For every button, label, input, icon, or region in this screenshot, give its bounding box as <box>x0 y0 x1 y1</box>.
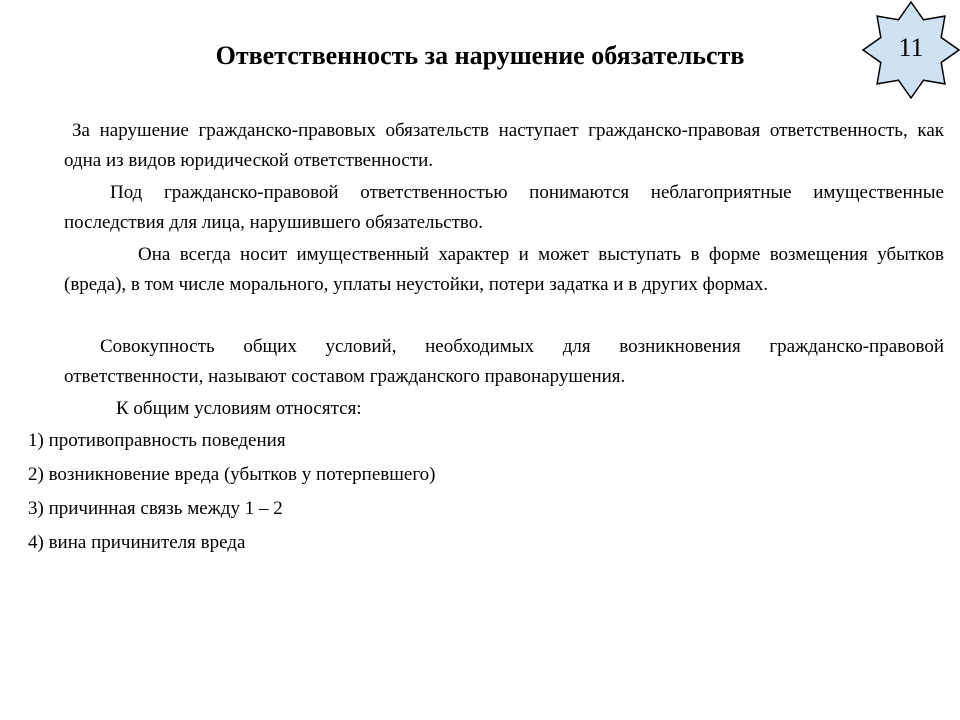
paragraph-3: Она всегда носит имущественный характер и может выступать в форме возмещения убытков (вреда), в том числе морального, уплаты неустойки, потери задатка и в других формах. <box>64 244 944 295</box>
paragraph-1: За нарушение гражданско-правовых обязательств наступает гражданско-правовая ответственность, как одна из видов юридической ответственности. <box>64 120 944 171</box>
condition-item-2: 2) возникновение вреда (убытков у потерпевшего) <box>28 464 436 485</box>
paragraph-2: Под гражданско-правовой ответственностью понимаются неблагоприятные имущественные последствия для лица, нарушившего обязательство. <box>64 182 944 233</box>
paragraph-4: Совокупность общих условий, необходимых для возникновения гражданско-правовой ответственности, называют составом гражданского правонарушения. <box>64 336 944 387</box>
condition-item-3: 3) причинная связь между 1 – 2 <box>28 498 283 519</box>
page-number: 11 <box>898 33 924 62</box>
conditions-intro: К общим условиям относятся: <box>116 398 362 419</box>
page-number-badge <box>861 0 960 100</box>
condition-item-1: 1) противоправность поведения <box>28 430 286 451</box>
condition-item-4: 4) вина причинителя вреда <box>28 532 246 553</box>
slide-title: Ответственность за нарушение обязательств <box>215 41 745 70</box>
